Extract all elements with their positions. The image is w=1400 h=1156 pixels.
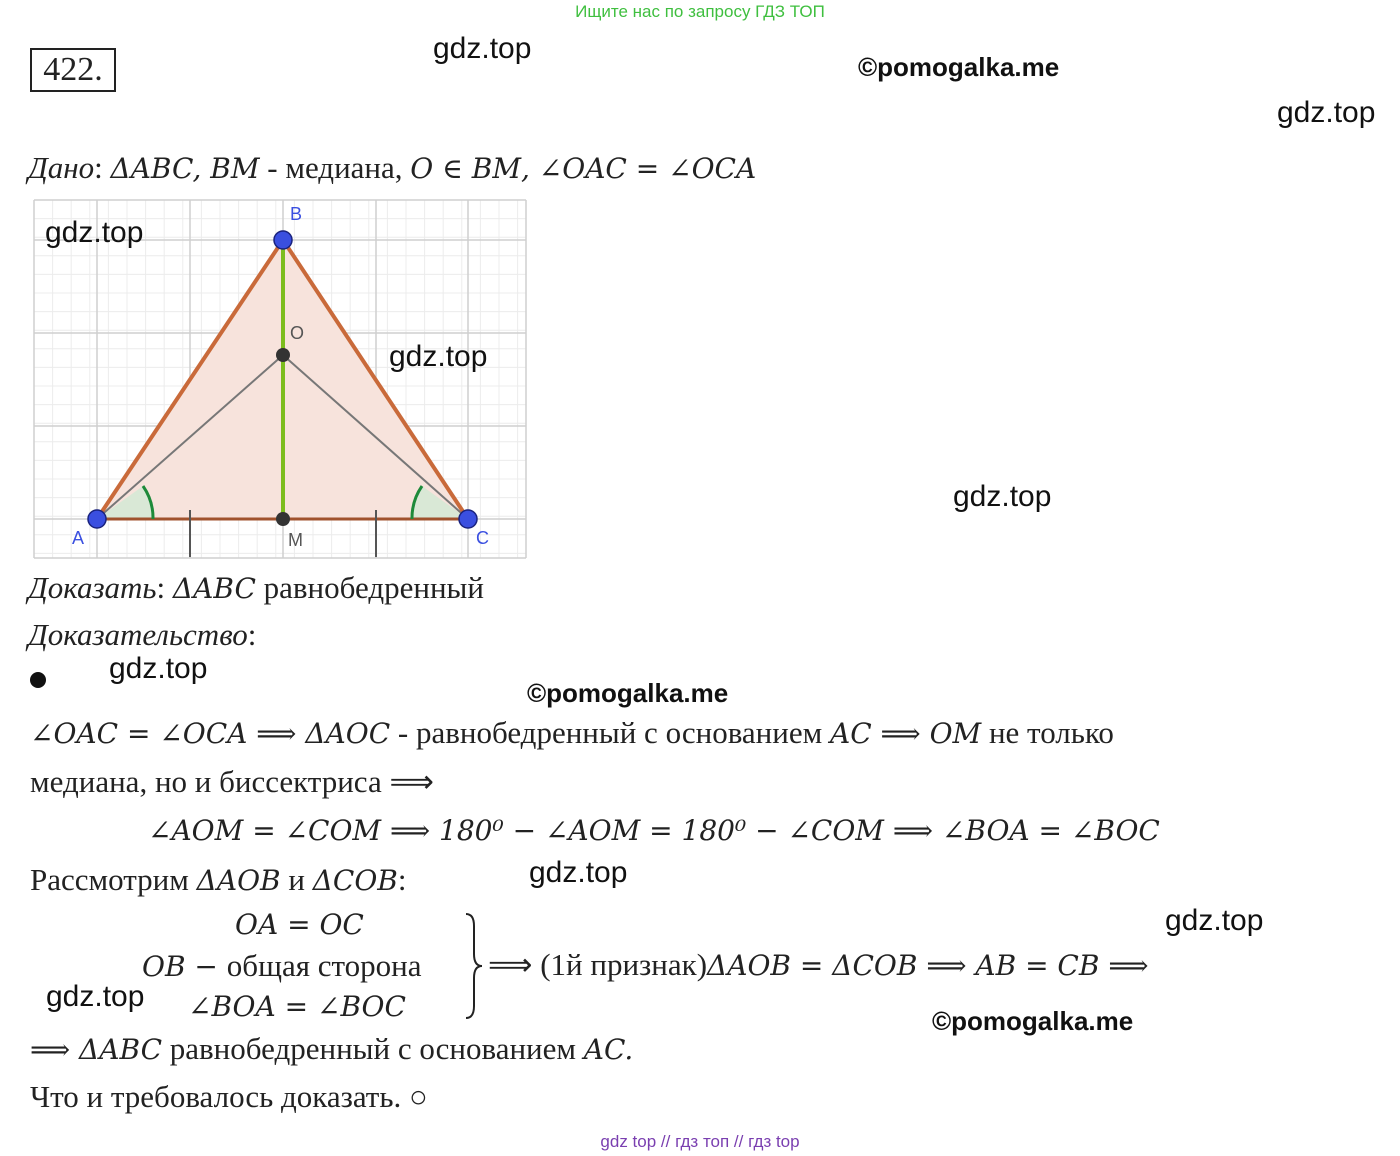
given-expr: O ∈ BM, ∠OAC = ∠OCA bbox=[410, 152, 757, 185]
step-4 bbox=[30, 862, 407, 898]
step-6: Что и требовалось доказать. ○ bbox=[30, 1079, 428, 1114]
watermark-gdz: gdz.top bbox=[1165, 904, 1264, 937]
given-colon: : bbox=[94, 150, 103, 185]
triangle-figure bbox=[30, 196, 530, 562]
watermark-gdz: gdz.top bbox=[109, 652, 208, 685]
proof-colon: : bbox=[247, 617, 257, 652]
step-text: - равнобедренный с основанием bbox=[390, 715, 830, 750]
search-hint: Ищите нас по запросу ГДЗ ТОП bbox=[575, 2, 825, 21]
watermark-gdz: gdz.top bbox=[953, 480, 1052, 513]
point-b bbox=[274, 231, 292, 249]
watermark-pomogalka: ©pomogalka.me bbox=[527, 678, 729, 708]
step-3 bbox=[148, 814, 1160, 847]
step-text: Рассмотрим bbox=[30, 862, 197, 897]
label-m: M bbox=[288, 530, 303, 550]
proof-heading bbox=[28, 617, 256, 653]
step-5 bbox=[30, 1031, 633, 1067]
step-expr: ∠OAC = ∠OCA ⟹ ΔAOC bbox=[30, 717, 391, 750]
prove-text: равнобедренный bbox=[255, 570, 484, 605]
footer-links: gdz top // гдз топ // гдз top bbox=[600, 1132, 800, 1151]
step-text: не только bbox=[981, 715, 1114, 750]
prove-line bbox=[28, 570, 484, 606]
prove-label: Доказать bbox=[28, 570, 157, 605]
system-brace bbox=[462, 912, 484, 1020]
system-line-3: ∠BOA = ∠BOC bbox=[188, 990, 406, 1023]
system-line-2 bbox=[142, 948, 421, 984]
step-expr: ΔAOB bbox=[196, 864, 281, 897]
step-expr: AC ⟹ OM bbox=[829, 717, 982, 750]
step-text: : bbox=[397, 862, 407, 897]
step-2: медиана, но и биссектриса ⟹ bbox=[30, 764, 434, 799]
step-expr: ΔAOB = ΔCOB ⟹ AB = CB ⟹ bbox=[707, 949, 1149, 982]
step-expr: OB − bbox=[142, 950, 227, 983]
step-expr: AC. bbox=[583, 1033, 634, 1066]
step-text: общая сторона bbox=[226, 948, 422, 983]
step-expr: ∠AOM = ∠COM ⟹ 180⁰ − ∠AOM = 180⁰ − ∠COM ⟹ ∠BOA = ∠BOC bbox=[148, 814, 1160, 847]
step-expr: ΔCOB bbox=[312, 864, 398, 897]
watermark-pomogalka: ©pomogalka.me bbox=[932, 1006, 1134, 1036]
point-o bbox=[276, 348, 290, 362]
task-number: 422. bbox=[30, 48, 116, 92]
given-line bbox=[28, 150, 756, 186]
watermark-gdz: gdz.top bbox=[529, 856, 628, 889]
watermark-gdz: gdz.top bbox=[389, 340, 488, 373]
label-o: O bbox=[290, 323, 305, 343]
watermark-gdz: gdz.top bbox=[1277, 96, 1376, 129]
label-a: A bbox=[72, 528, 85, 548]
point-c bbox=[459, 510, 477, 528]
prove-expr: ΔABC bbox=[172, 572, 256, 605]
system-result bbox=[488, 947, 1148, 983]
watermark-gdz: gdz.top bbox=[46, 980, 145, 1013]
prove-colon: : bbox=[156, 570, 166, 605]
label-c: C bbox=[476, 528, 489, 548]
given-text: - медиана, bbox=[259, 150, 411, 185]
step-text: равнобедренный с основанием bbox=[162, 1031, 584, 1066]
watermark-gdz: gdz.top bbox=[433, 32, 532, 65]
proof-label: Доказательство bbox=[28, 617, 248, 652]
point-m bbox=[276, 512, 290, 526]
watermark-gdz: gdz.top bbox=[45, 216, 144, 249]
bullet bbox=[30, 672, 46, 688]
step-expr: ⟹ ΔABC bbox=[30, 1033, 163, 1066]
watermark-pomogalka: ©pomogalka.me bbox=[858, 52, 1060, 82]
step-1 bbox=[30, 715, 1114, 751]
given-label: Дано bbox=[28, 150, 95, 185]
system-line-1: OA = OC bbox=[235, 908, 364, 941]
step-text: ⟹ (1й признак) bbox=[488, 947, 708, 982]
given-expr: ΔABC, BM bbox=[110, 152, 260, 185]
point-a bbox=[88, 510, 106, 528]
step-text: и bbox=[280, 862, 313, 897]
label-b: B bbox=[290, 204, 303, 224]
